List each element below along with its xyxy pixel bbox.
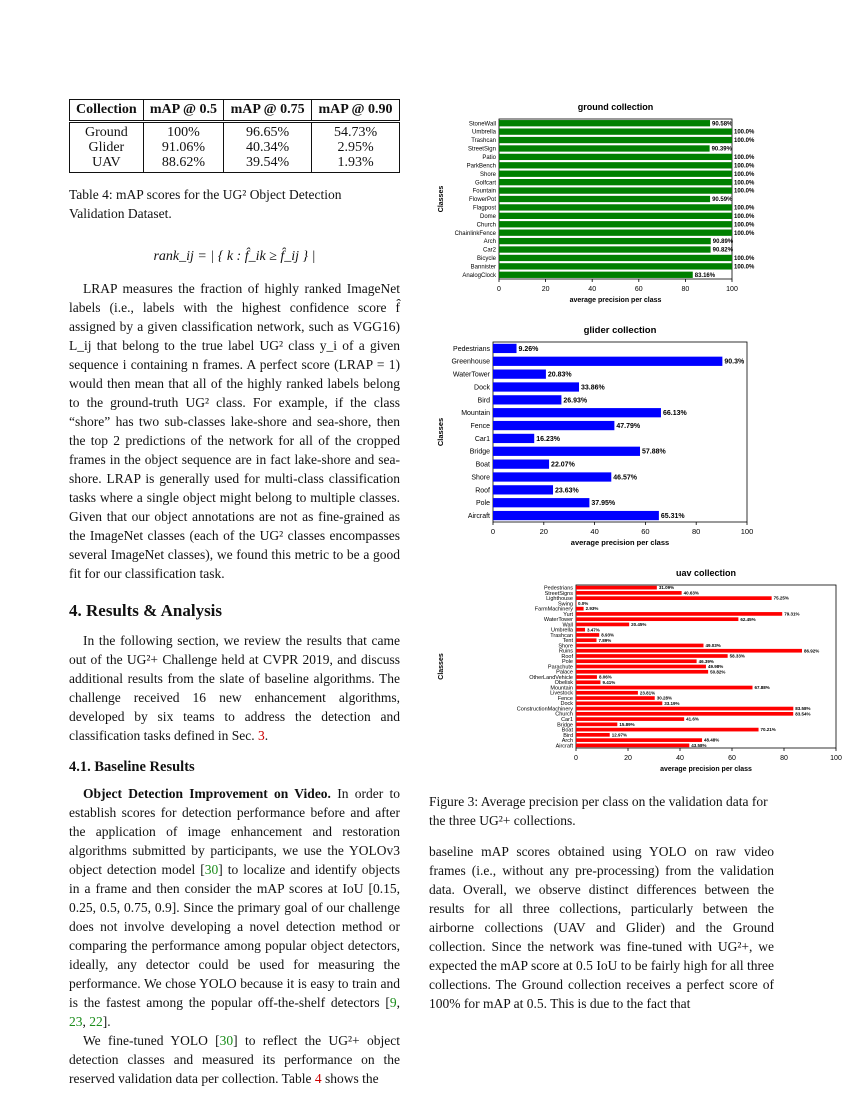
category-label: Umbrella [550, 627, 573, 634]
text-span: . [264, 728, 269, 743]
plot-frame [493, 342, 747, 522]
left-column [69, 99, 400, 1088]
bar [499, 263, 732, 269]
citation-link[interactable]: 30 [204, 862, 219, 877]
bar [576, 696, 655, 700]
data-label: 50.82% [710, 669, 726, 675]
x-tick-label: 0 [497, 286, 501, 293]
bar [576, 638, 597, 642]
data-label: 90.3% [724, 358, 745, 366]
data-label: 100.0% [734, 264, 755, 271]
table-row [70, 155, 400, 173]
x-tick-label: 80 [780, 755, 788, 762]
bar [499, 196, 710, 202]
bar [493, 357, 722, 366]
bar [499, 230, 732, 236]
table-cell: UAV [70, 155, 144, 173]
bar [576, 586, 657, 590]
uav-chart [429, 565, 842, 780]
category-label: Shore [558, 643, 573, 650]
text-span: We fine-tuned YOLO [ [83, 1033, 220, 1048]
data-label: 70.21% [760, 727, 776, 733]
category-label: StoneWall [468, 121, 496, 128]
category-label: Bicycle [476, 256, 496, 263]
data-label: 30.28% [656, 695, 672, 701]
text-span: shows the [321, 1071, 379, 1086]
x-tick-label: 20 [541, 286, 550, 293]
table-cell: Ground [70, 122, 144, 141]
x-tick-label: 60 [728, 755, 736, 762]
category-label: Yurt [563, 611, 573, 618]
chart-title: ground collection [577, 102, 654, 112]
bar [576, 707, 793, 711]
bar [499, 137, 732, 143]
x-tick-label: 100 [726, 286, 738, 293]
bar [499, 187, 732, 193]
subsection-heading: 4.1. Baseline Results [69, 759, 195, 775]
text-span: In order to establish scores for detection performance before and after the application of image enhancement and restoration algorithms submitted by participants, we use the YOLOv3 object detection model [ [69, 786, 400, 877]
bar [576, 649, 802, 653]
data-label: 67.88% [754, 685, 770, 691]
bar [499, 154, 732, 160]
x-axis-label: average precision per class [569, 297, 662, 304]
x-tick-label: 80 [692, 527, 701, 536]
bar [576, 623, 629, 627]
bar [493, 421, 614, 430]
category-label: Roof [561, 653, 573, 660]
category-label: Arch [561, 738, 573, 745]
category-label: Shore [479, 171, 496, 178]
category-label: Bridge [469, 448, 490, 456]
data-label: 83.16% [694, 272, 716, 279]
bar [493, 511, 659, 520]
ground-chart [429, 99, 774, 314]
bar [576, 712, 793, 716]
data-label: 26.93% [563, 397, 588, 405]
section-heading: 4. Results & Analysis [69, 601, 223, 620]
data-label: 83.58% [795, 706, 811, 712]
bar [576, 670, 708, 674]
category-label: Obelisk [554, 680, 573, 687]
bar [576, 591, 682, 595]
y-axis-label: Classes [436, 417, 445, 447]
data-label: 8.06% [598, 674, 612, 680]
data-label: 57.88% [642, 448, 666, 456]
data-label: 20.83% [547, 371, 572, 379]
bar [499, 162, 732, 168]
data-label: 100.0% [734, 188, 755, 195]
table-caption: Table 4: mAP scores for the UG² Object Detection Validation Dataset. [69, 187, 342, 221]
data-label: 90.39% [711, 146, 732, 153]
bar [493, 395, 561, 404]
category-label: FarmMachinery [534, 606, 573, 613]
bar [493, 344, 517, 353]
data-label: 100.0% [734, 138, 755, 145]
category-label: Fence [470, 423, 490, 431]
category-label: StreetSigns [544, 590, 573, 597]
data-label: 79.31% [784, 611, 800, 617]
category-label: Ruins [558, 648, 573, 655]
table-header-cell: mAP @ 0.75 [224, 100, 312, 122]
bar [493, 485, 553, 494]
bar [499, 120, 710, 126]
data-label: 90.58% [712, 121, 733, 128]
category-label: OtherLandVehicle [529, 674, 573, 681]
category-label: AnalogClock [462, 272, 496, 279]
category-label: Boat [561, 727, 573, 734]
data-label: 2.93% [585, 606, 599, 612]
table-cell: 39.54% [224, 155, 312, 173]
finetune-paragraph [69, 1031, 400, 1088]
category-label: ChainlinkFence [454, 230, 496, 237]
data-label: 46.57% [613, 474, 638, 482]
table-header-row [70, 100, 400, 122]
category-label: Bird [477, 397, 490, 405]
text-span: ] to localize and identify objects in a frame and then consider the mAP scores at IoU [0.15, 0.25, 0.5, 0.75, 0.9]. Since the primary goal of our challenge does not involve developing a novel detection method or comparing the performance among popular object detectors, ideally, any detector could be used for measuring the performance. We chose YOLO because it is easy to train and is the fastest among the popular off-the-shelf detectors [ [69, 862, 401, 1010]
category-label: Pedestrians [453, 345, 490, 353]
data-label: 33.19% [664, 700, 680, 706]
category-label: ConstructionMachinery [516, 706, 573, 713]
data-label: 41.6% [686, 716, 699, 722]
bar [576, 728, 759, 732]
table-cell: 96.65% [224, 122, 312, 141]
bar [576, 675, 597, 679]
category-label: Mountain [550, 685, 573, 692]
category-label: Dome [479, 213, 496, 220]
data-label: 62.45% [740, 616, 756, 622]
category-label: Dock [474, 384, 490, 392]
table-cell: 2.95% [312, 140, 400, 155]
table-cell: 54.73% [312, 122, 400, 141]
baseline-paragraph: Object Detection Improvement on Video. In order to establish scores for detection performance before and after the application of image enhancement and restoration algorithms submitted by participants, we use the YOLOv3 object detection model [30] to localize and identify objects in a frame and then consider the mAP scores at IoU [0.15, 0.25, 0.5, 0.75, 0.9]. Since the primary goal of our challenge does not involve developing a novel detection method or comparing the performance among popular object detectors, ideally, any detector could be used for measuring the performance. We chose YOLO because it is easy to train and is the fastest among the popular off-the-shelf detectors [9, 23, 22]. [69, 786, 401, 1029]
text-span: ]. [102, 1014, 111, 1029]
bar [499, 179, 732, 185]
bar [576, 602, 577, 606]
data-label: 86.92% [803, 648, 820, 654]
data-label: 90.89% [712, 239, 734, 246]
category-label: Trashcan [471, 138, 496, 145]
data-label: 33.86% [581, 384, 605, 392]
category-label: Livestock [550, 690, 573, 697]
x-tick-label: 40 [590, 527, 599, 536]
data-label: 66.13% [662, 410, 687, 418]
table-cell: 40.34% [224, 140, 312, 155]
data-label: 48.48% [704, 737, 720, 743]
category-label: Flagpost [472, 205, 496, 212]
bar [576, 607, 584, 611]
category-label: Aircraft [467, 513, 490, 521]
x-tick-label: 80 [681, 286, 690, 293]
table-cell: 88.62% [143, 155, 223, 173]
bar [499, 145, 710, 151]
table-row [70, 140, 400, 155]
category-label: Bannister [470, 264, 496, 271]
category-label: Pole [475, 500, 490, 508]
data-label: 22.07% [551, 461, 575, 469]
bar [576, 617, 738, 621]
category-label: Car2 [482, 247, 496, 254]
category-label: Arch [483, 239, 496, 246]
bar [499, 221, 732, 227]
category-label: Umbrella [471, 129, 496, 136]
bar [493, 370, 546, 379]
data-label: 49.98% [707, 664, 724, 670]
category-label: Trashcan [550, 632, 573, 639]
table-cell: 1.93% [312, 155, 400, 173]
x-tick-label: 40 [676, 755, 684, 762]
data-label: 47.79% [616, 423, 641, 431]
data-label: 15.89% [619, 721, 635, 727]
table-header-cell: mAP @ 0.90 [312, 100, 400, 122]
x-tick-label: 100 [740, 527, 754, 536]
data-label: 100.0% [734, 154, 755, 161]
category-label: Greenhouse [451, 358, 490, 366]
data-label: 16.23% [536, 435, 560, 443]
citation-link[interactable]: 22 [89, 1014, 103, 1029]
category-label: Parachute [547, 664, 573, 671]
lrap-paragraph: LRAP measures the fraction of highly ranked ImageNet labels (i.e., labels with the highest confidence score f̂ assigned by a given classification network, such as VGG16) L_ij that belong to the true label UG² class y_i of a given sequence i containing n frames. A perfect score (LRAP = 1) would then mean that all of the highly ranked labels belong to the ground-truth UG² class. For example, if the class “shore” has two sub-classes lake-shore and sea-shore, then the top 2 predictions of the network for all of the cropped frames in the object sequence are in fact lake-shore and sea-shore. LRAP is generally used for multi-class classification tasks where a single object might belong to multiple classes. Given that our object annotations are not as fine-grained as the ImageNet classes (each of the UG² classes encompasses several ImageNet classes), we found this metric to be a good fit for our classification task. [69, 281, 400, 581]
category-label: Boat [475, 461, 490, 469]
bar [576, 701, 662, 705]
bar [499, 246, 711, 252]
data-label: 100.0% [734, 129, 755, 136]
category-label: Bridge [557, 722, 573, 729]
bar [576, 733, 610, 737]
data-label: 100.0% [734, 222, 755, 229]
citation-link[interactable]: 23 [69, 1014, 83, 1029]
data-label: 46.39% [698, 658, 714, 664]
category-label: Dock [560, 701, 573, 708]
bar [499, 255, 732, 261]
bar [576, 691, 638, 695]
bar [576, 665, 706, 669]
category-label: Tent [562, 638, 573, 645]
data-label: 90.59% [712, 197, 733, 204]
data-label: 100.0% [734, 205, 755, 212]
data-label: 9.26% [518, 345, 539, 353]
category-label: Church [476, 222, 496, 229]
section-paragraph [69, 631, 400, 745]
bar [576, 654, 728, 658]
chart-title: glider collection [583, 325, 657, 336]
table-row [70, 122, 400, 141]
x-tick-label: 20 [539, 527, 548, 536]
category-label: StreetSign [467, 146, 496, 153]
results-paragraph: baseline mAP scores obtained using YOLO on raw video frames (i.e., without any pre-processing) from the validation data. Overall, we observe distinct differences between the results for all three collections, particularly between the airborne collections (UAV and Glider) and the Ground collection. Since the network was fine-tuned with UG²+, we expected the mAP score at 0.5 IoU to be fairly high for all three collections. The Ground collection receives a perfect score of 100% for mAP at 0.5. This is due to the fact that [429, 844, 774, 1011]
category-label: Fountain [472, 188, 496, 195]
category-label: Pedestrians [543, 585, 573, 592]
citation-link[interactable]: 9 [389, 995, 397, 1010]
bar [499, 204, 732, 210]
data-label: 8.93% [601, 632, 614, 638]
data-label: 65.31% [660, 513, 685, 521]
bar [576, 596, 772, 600]
data-label: 20.45% [631, 622, 647, 628]
data-label: 83.54% [795, 711, 811, 717]
bar [493, 460, 549, 469]
right-column-text [429, 842, 774, 1013]
category-label: Palace [556, 669, 573, 676]
data-label: 43.58% [691, 742, 707, 748]
table-header-cell: mAP @ 0.5 [143, 100, 223, 122]
x-tick-label: 20 [624, 755, 632, 762]
data-label: 37.95% [591, 500, 616, 508]
data-label: 100.0% [734, 230, 755, 237]
bar [576, 738, 702, 742]
bar [576, 659, 697, 663]
bar [576, 744, 689, 748]
data-label: 7.89% [598, 637, 612, 643]
y-axis-label: Classes [438, 185, 445, 213]
category-label: WaterTower [452, 371, 490, 379]
data-label: 9.41% [602, 679, 616, 685]
x-tick-label: 60 [641, 527, 650, 536]
table-cell: 100% [143, 122, 223, 141]
category-label: WaterTower [543, 617, 573, 624]
bar [576, 628, 585, 632]
bar [493, 408, 661, 417]
rank-formula: rank_ij = | { k : f̂_ik ≥ f̂_ij } | [153, 249, 316, 264]
text-span: In the following section, we review the results that came out of the UG²+ Challenge held at CVPR 2019, and discuss additional results from the slate of baseline algorithms. The challenge received 16 new enhancement algorithms, developed by six teams to address the detection and classification tasks defined in Sec. [69, 633, 400, 743]
glider-chart [429, 320, 774, 560]
bar [576, 686, 752, 690]
bar [499, 272, 693, 278]
x-tick-label: 0 [574, 755, 578, 762]
data-label: 23.81% [639, 690, 656, 696]
data-label: 12.97% [611, 732, 627, 738]
data-label: 49.03% [705, 643, 721, 649]
category-label: Shore [471, 474, 490, 482]
bar [499, 128, 732, 134]
category-label: Swing [558, 601, 573, 608]
y-axis-label: Classes [438, 653, 445, 680]
category-label: Bird [563, 732, 573, 739]
category-label: Roof [475, 487, 490, 495]
bar [499, 238, 711, 244]
data-label: 100.0% [734, 163, 755, 170]
bar [576, 717, 684, 721]
data-label: 0.0% [578, 600, 589, 606]
category-label: Car1 [474, 435, 490, 443]
chart-title: uav collection [675, 568, 737, 578]
category-label: Fence [557, 695, 573, 702]
x-tick-label: 100 [830, 755, 842, 762]
bar [493, 382, 579, 391]
bar [493, 472, 611, 481]
category-label: Mountain [461, 410, 490, 418]
bar [499, 171, 732, 177]
map-table [69, 99, 400, 173]
data-label: 58.33% [729, 653, 745, 659]
x-axis-label: average precision per class [660, 766, 752, 773]
category-label: ParkBench [466, 163, 496, 170]
citation-link[interactable]: 30 [219, 1033, 234, 1048]
category-label: Golfcart [474, 180, 496, 187]
category-label: Patio [482, 154, 496, 161]
bar [499, 213, 732, 219]
data-label: 90.82% [712, 247, 733, 254]
bar [576, 680, 600, 684]
data-label: 23.63% [555, 487, 579, 495]
category-label: Car1 [561, 717, 573, 724]
paragraph-lead: Object Detection Improvement on Video. [83, 786, 331, 801]
category-label: FlowerPot [468, 197, 496, 204]
category-label: Aircraft [555, 743, 573, 750]
figure-caption: Figure 3: Average precision per class on the validation data for the three UG²+ collections. [429, 794, 768, 828]
table-link[interactable]: 4 [314, 1071, 322, 1086]
category-label: Wall [562, 622, 573, 629]
data-label: 100.0% [734, 171, 755, 178]
bar [493, 447, 640, 456]
category-label: Church [555, 711, 573, 718]
bar [576, 633, 599, 637]
bar [493, 434, 534, 443]
data-label: 3.47% [587, 627, 600, 633]
data-label: 40.63% [683, 590, 699, 596]
bar [493, 498, 589, 507]
data-label: 75.25% [773, 595, 789, 601]
x-axis-label: average precision per class [570, 538, 670, 547]
text-span: ] to reflect the UG²+ object detection classes and measured its performance on the reserved validation data per collection. Table [69, 1033, 400, 1086]
x-tick-label: 0 [490, 527, 496, 536]
section-link[interactable]: 3 [257, 728, 265, 743]
bar [576, 644, 703, 648]
table-header-cell: Collection [70, 100, 144, 122]
category-label: Lighthouse [546, 596, 573, 603]
data-label: 100.0% [734, 213, 755, 220]
data-label: 100.0% [734, 256, 755, 263]
data-label: 31.09% [658, 585, 675, 591]
category-label: Pole [561, 659, 573, 666]
bar [576, 612, 782, 616]
x-tick-label: 40 [588, 286, 597, 293]
table-cell: 91.06% [143, 140, 223, 155]
data-label: 100.0% [734, 180, 755, 187]
table-cell: Glider [70, 140, 144, 155]
x-tick-label: 60 [634, 286, 643, 293]
bar [576, 722, 617, 726]
